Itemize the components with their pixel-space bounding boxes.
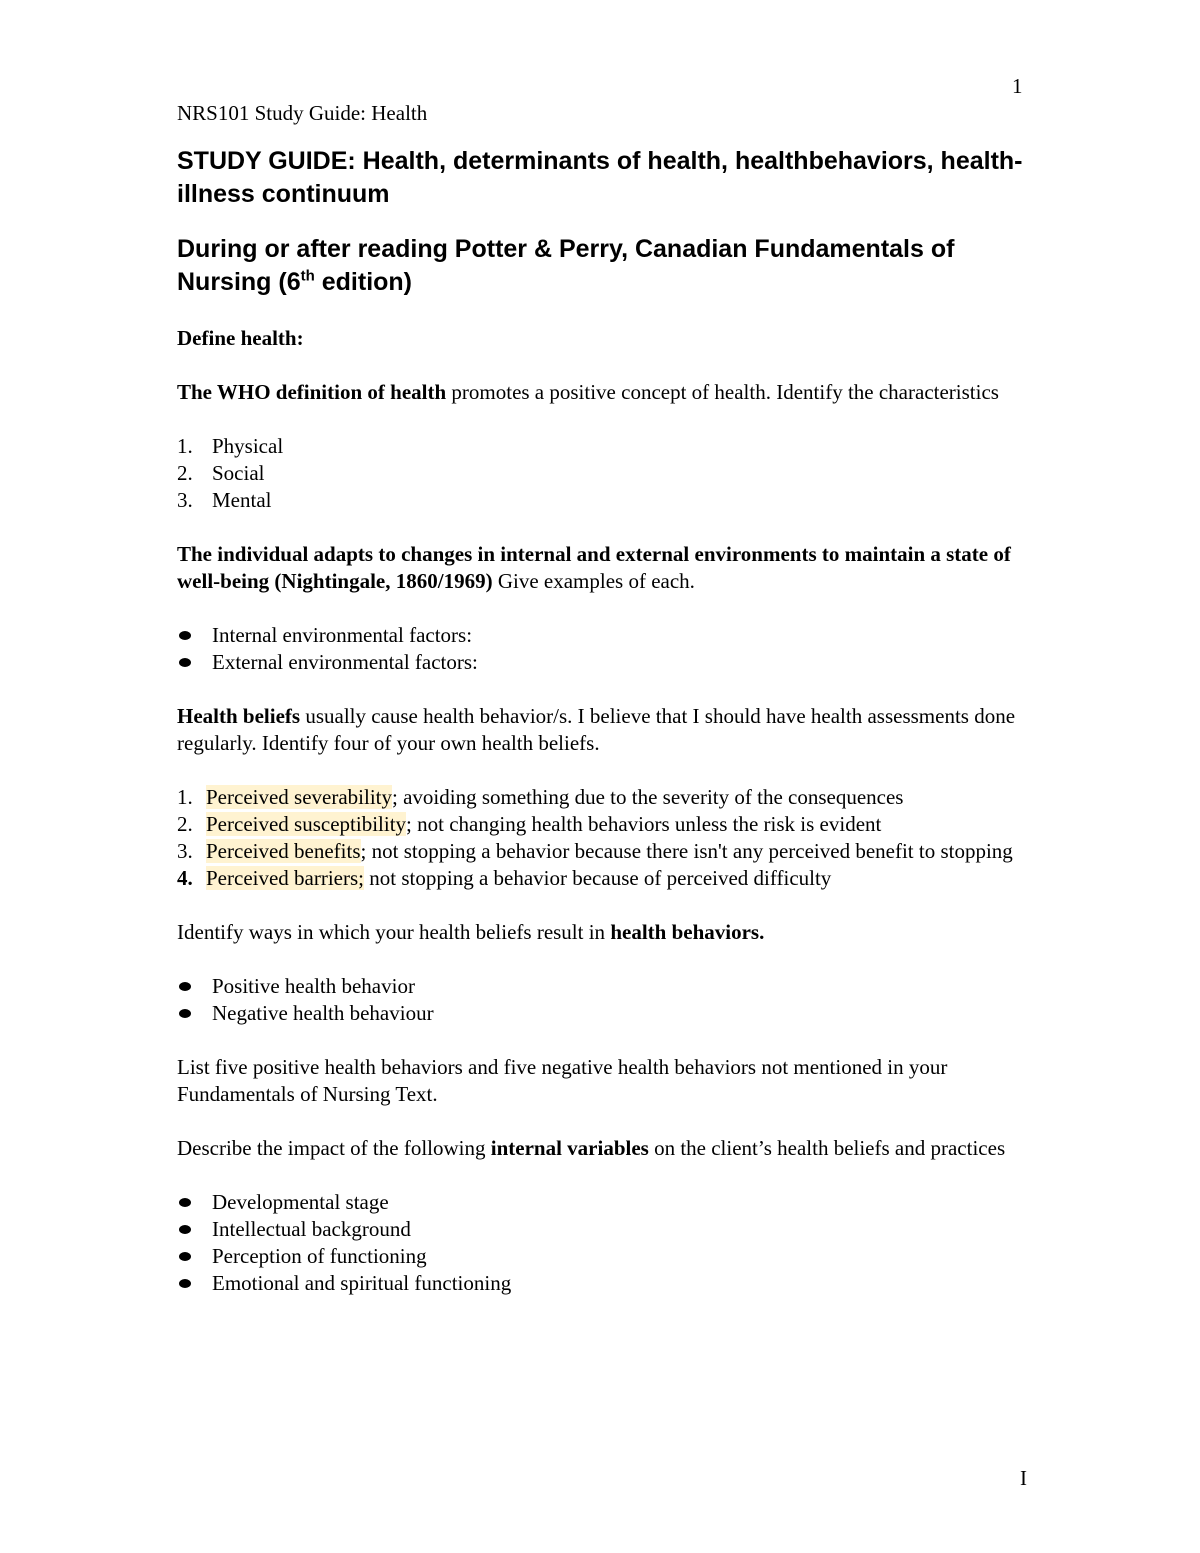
subtitle-text-end: edition): [314, 268, 413, 296]
list-item: [177, 784, 1037, 811]
list-item-text: Mental: [212, 488, 272, 512]
list-item-text: Negative health behaviour: [212, 1001, 434, 1025]
list-number: 4.: [177, 866, 193, 890]
list-item-text: Internal environmental factors:: [212, 623, 473, 647]
bullet-icon: [179, 658, 191, 667]
internal-text-end: on the client’s health beliefs and practices: [648, 1136, 1006, 1160]
list-item-text: ; not changing health behaviors unless the risk is evident: [406, 812, 882, 836]
list-item: [177, 433, 1037, 460]
list-item: [177, 973, 1037, 1000]
bullet-icon: [179, 1279, 191, 1288]
list-item: [177, 838, 1037, 865]
define-health-heading: [177, 325, 1037, 352]
subtitle-superscript: th: [300, 267, 315, 285]
bullet-icon: [179, 1252, 191, 1261]
list-item-text: Positive health behavior: [212, 974, 415, 998]
subtitle-text: During or after reading Potter & Perry, Canadian Fundamentals of Nursing (6: [177, 235, 955, 296]
who-characteristics-list: [177, 433, 1037, 514]
document-title: STUDY GUIDE: Health, determinants of health, healthbehaviors, health-illness continuum: [177, 147, 1023, 208]
adapt-bold: The individual adapts to changes in internal and external environments to maintain a state of well-being (Nightingale, 1860/1969): [177, 542, 1011, 593]
list-number: 3.: [177, 488, 193, 512]
list-item: [177, 1000, 1037, 1027]
list-item: [177, 865, 1037, 892]
who-bold: The WHO definition of health: [177, 380, 447, 404]
list-item-text: Social: [212, 461, 265, 485]
list-number: 1.: [177, 785, 193, 809]
environment-factors-list: [177, 622, 1037, 676]
list-item: [177, 1270, 1037, 1297]
list-item-text: ; not stopping a behavior because there isn't any perceived benefit to stopping: [360, 839, 1013, 863]
running-header: NRS101 Study Guide: Health: [177, 101, 428, 125]
internal-bold: internal variables: [490, 1136, 649, 1160]
adapt-text: Give examples of each.: [492, 569, 695, 593]
list-five-paragraph: List five positive health behaviors and five negative health behaviors not mentioned in your Fundamentals of Nursing Text.: [177, 1055, 948, 1106]
list-item-text: Perception of functioning: [212, 1244, 427, 1268]
page-number: 1: [1012, 74, 1023, 98]
bullet-icon: [179, 1198, 191, 1207]
bullet-icon: [179, 1009, 191, 1018]
list-number: 2.: [177, 812, 193, 836]
list-item-text: External environmental factors:: [212, 650, 478, 674]
highlighted-text: Perceived severability: [206, 785, 393, 809]
beliefs-text: usually cause health behavior/s. I believe that I should have health assessments done regularly. Identify four of your own health beliefs.: [177, 704, 1016, 755]
beliefs-paragraph: [177, 703, 1037, 757]
list-item: [177, 1216, 1037, 1243]
list-number: 3.: [177, 839, 193, 863]
internal-text: Describe the impact of the following: [177, 1136, 491, 1160]
list-item-text: Emotional and spiritual functioning: [212, 1271, 512, 1295]
list-item: [177, 649, 1037, 676]
list-item-text: ; avoiding something due to the severity of the consequences: [392, 785, 904, 809]
document-subtitle: [177, 233, 1037, 299]
bullet-icon: [179, 1225, 191, 1234]
list-item: [177, 487, 1037, 514]
highlighted-text: Perceived benefits: [206, 839, 361, 863]
list-item: [177, 1189, 1037, 1216]
bullet-icon: [179, 631, 191, 640]
who-paragraph: [177, 379, 1037, 406]
internal-variables-paragraph: [177, 1135, 1037, 1162]
internal-variables-list: [177, 1189, 1037, 1297]
list-number: 1.: [177, 434, 193, 458]
list-item-text: not stopping a behavior because of perceived difficulty: [364, 866, 832, 890]
health-behaviors-list: [177, 973, 1037, 1027]
list-item: [177, 1243, 1037, 1270]
list-item: [177, 460, 1037, 487]
list-item-text: Intellectual background: [212, 1217, 411, 1241]
bullet-icon: [179, 982, 191, 991]
list-item-text: Developmental stage: [212, 1190, 389, 1214]
health-beliefs-list: [177, 784, 1037, 892]
list-item: [177, 622, 1037, 649]
define-health-label: Define health:: [177, 326, 304, 350]
highlighted-text: Perceived susceptibility: [206, 812, 407, 836]
list-item: [177, 811, 1037, 838]
behaviors-paragraph: [177, 919, 1037, 946]
list-item-text: Physical: [212, 434, 284, 458]
behaviors-bold: health behaviors.: [610, 920, 765, 944]
highlighted-text: Perceived barriers;: [206, 866, 365, 890]
footer-mark: I: [1020, 1466, 1027, 1490]
who-text: promotes a positive concept of health. Identify the characteristics: [446, 380, 999, 404]
beliefs-bold: Health beliefs: [177, 704, 301, 728]
list-number: 2.: [177, 461, 193, 485]
document-body: [177, 99, 1037, 1324]
adapt-paragraph: [177, 541, 1037, 595]
behaviors-text: Identify ways in which your health beliefs result in: [177, 920, 611, 944]
